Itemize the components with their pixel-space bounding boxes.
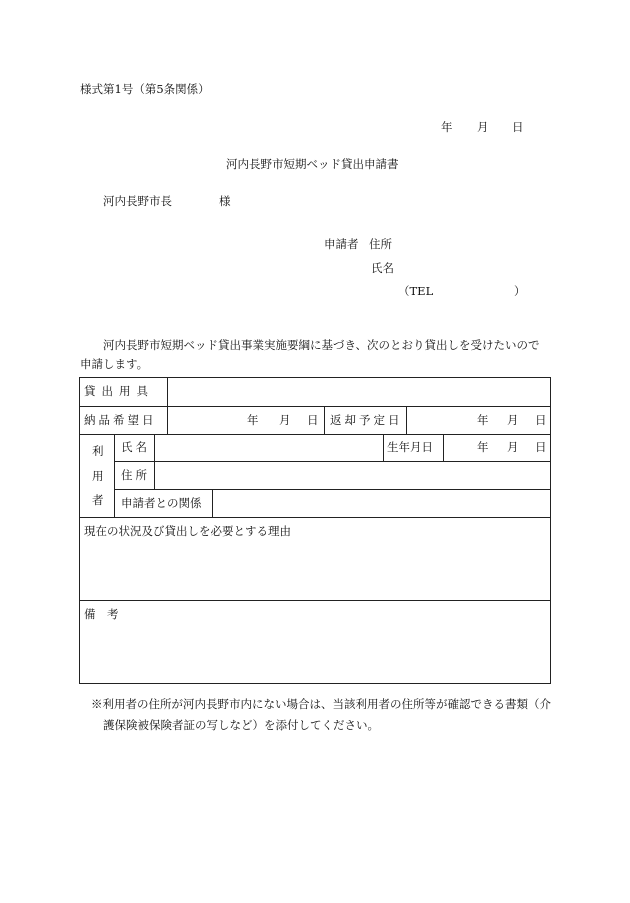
applicant-name-label: 氏名: [371, 261, 394, 275]
remarks-label: 備 考: [84, 607, 119, 621]
item-label: 貸出用具: [84, 384, 154, 398]
return-label: 返却予定日: [330, 413, 403, 427]
delivery-label: 納品希望日: [84, 413, 157, 427]
return-year: 年: [477, 413, 489, 427]
birth-date-field[interactable]: [446, 437, 548, 460]
row-divider: [114, 461, 551, 462]
user-address-label: 住所: [121, 468, 150, 482]
delivery-year: 年: [247, 413, 259, 427]
user-name-label: 氏名: [121, 440, 150, 454]
col-divider: [114, 434, 115, 518]
row-divider: [79, 517, 551, 518]
col-divider: [406, 406, 407, 435]
birth-label: 生年月日: [387, 440, 433, 454]
user-address-field[interactable]: [157, 464, 548, 487]
reason-label: 現在の状況及び貸出しを必要とする理由: [84, 524, 291, 538]
return-day: 日: [535, 413, 547, 427]
birth-month: 月: [507, 440, 519, 454]
applicant-tel-close: ）: [514, 284, 526, 298]
item-field[interactable]: [170, 380, 548, 404]
birth-day: 日: [535, 440, 547, 454]
date-day-label: 日: [512, 120, 524, 134]
note-line2: 護保険被保険者証の写しなど）を添付してください。: [103, 718, 379, 732]
col-divider: [383, 434, 384, 462]
date-year-label: 年: [441, 120, 453, 134]
body-text-line1: 河内長野市短期ベッド貸出事業実施要綱に基づき、次のとおり貸出しを受けたいので: [103, 338, 540, 352]
applicant-tel-open: （TEL: [398, 284, 434, 298]
note-line1: ※利用者の住所が河内長野市内にない場合は、当該利用者の住所等が確認できる書類（介: [91, 697, 551, 711]
page-title: 河内長野市短期ベッド貸出申請書: [226, 157, 399, 171]
col-divider: [324, 406, 325, 435]
row-divider: [79, 434, 551, 435]
row-divider: [114, 489, 551, 490]
relation-label: 申請者との関係: [121, 496, 202, 510]
delivery-date-field[interactable]: [170, 409, 322, 433]
applicant-address-label: 住所: [369, 237, 392, 251]
col-divider: [212, 489, 213, 518]
remarks-field[interactable]: [82, 625, 548, 681]
delivery-month: 月: [279, 413, 291, 427]
addressee-name: 河内長野市長: [103, 194, 172, 208]
reason-field[interactable]: [82, 542, 548, 598]
delivery-day: 日: [307, 413, 319, 427]
user-label-char: 用: [92, 469, 104, 483]
body-text-line2: 申請します。: [80, 357, 149, 371]
user-label-char: 者: [92, 493, 104, 507]
relation-field[interactable]: [215, 492, 548, 515]
return-month: 月: [507, 413, 519, 427]
col-divider: [443, 434, 444, 462]
birth-year: 年: [477, 440, 489, 454]
table-border-right: [550, 377, 551, 684]
row-divider: [79, 406, 551, 407]
table-border-left: [79, 377, 80, 684]
date-month-label: 月: [477, 120, 489, 134]
form-number: 様式第1号（第5条関係）: [80, 82, 210, 96]
user-label-char: 利: [92, 444, 104, 458]
row-divider: [79, 600, 551, 601]
addressee-honorific: 様: [219, 194, 231, 208]
table-border-top: [79, 377, 551, 378]
col-divider: [154, 434, 155, 490]
applicant-label: 申請者: [324, 237, 359, 251]
table-border-bottom: [79, 683, 551, 684]
user-name-field[interactable]: [157, 437, 381, 460]
col-divider: [167, 377, 168, 435]
